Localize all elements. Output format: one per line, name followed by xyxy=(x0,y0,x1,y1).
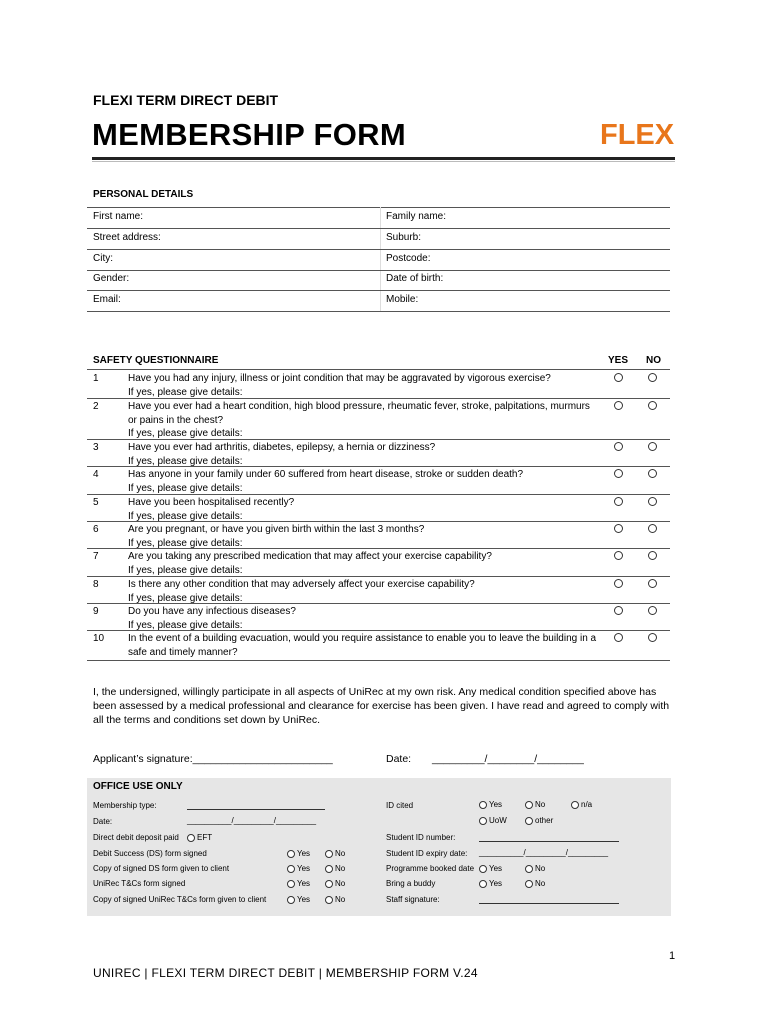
id-cited-no-radio[interactable] xyxy=(525,801,533,809)
student-id-field[interactable] xyxy=(479,841,619,842)
question-text-block xyxy=(128,496,598,523)
question-number: 10 xyxy=(93,633,105,644)
question-number: 1 xyxy=(93,373,99,384)
copy-ds-label: Copy of signed DS form given to client xyxy=(93,864,230,873)
student-expiry-label: Student ID expiry date: xyxy=(386,849,468,858)
uow-label: UoW xyxy=(489,816,507,825)
question-details-prompt[interactable]: If yes, please give details: xyxy=(128,564,243,576)
staff-signature-field[interactable] xyxy=(479,903,619,904)
no-radio[interactable] xyxy=(648,579,657,588)
question-number: 4 xyxy=(93,469,99,480)
question-row xyxy=(87,548,670,577)
other-label: other xyxy=(535,816,554,825)
question-row xyxy=(87,603,670,631)
office-use-panel xyxy=(87,778,671,916)
date-field[interactable]: __________/_________/_________ xyxy=(187,816,317,825)
question-row xyxy=(87,521,670,549)
personal-row[interactable] xyxy=(87,291,670,312)
signature-date-label: Date: xyxy=(386,753,412,765)
personal-row[interactable] xyxy=(87,229,670,250)
buddy-yes-radio[interactable] xyxy=(479,880,487,888)
id-cited-label: ID cited xyxy=(386,801,414,810)
question-row xyxy=(87,439,670,467)
question-number: 9 xyxy=(93,606,99,617)
question-text: Have you had any injury, illness or joint condition that may be aggravated by vigorous exercise? xyxy=(128,373,551,384)
no-radio[interactable] xyxy=(648,524,657,533)
question-details-prompt[interactable]: If yes, please give details: xyxy=(128,537,243,549)
gender-label: Gender: xyxy=(93,273,130,284)
title-rule xyxy=(92,157,675,160)
programme-no-radio[interactable] xyxy=(525,865,533,873)
yes-label: Yes xyxy=(297,879,311,888)
no-radio[interactable] xyxy=(648,442,657,451)
question-text-block xyxy=(128,605,598,632)
other-radio[interactable] xyxy=(525,817,533,825)
yes-radio[interactable] xyxy=(614,606,623,615)
no-label: No xyxy=(335,895,346,904)
question-details-prompt[interactable]: If yes, please give details: xyxy=(128,455,243,467)
city-label: City: xyxy=(93,253,113,264)
form-title: MEMBERSHIP FORM xyxy=(92,117,406,152)
question-text: Is there any other condition that may adversely affect your exercise capability? xyxy=(128,579,475,590)
yes-label: Yes xyxy=(489,879,503,888)
question-number: 3 xyxy=(93,442,99,453)
personal-row[interactable] xyxy=(87,270,670,291)
direct-debit-label: Direct debit deposit paid xyxy=(93,833,179,842)
no-label: No xyxy=(335,864,346,873)
family-name-label: Family name: xyxy=(386,211,447,222)
membership-type-label: Membership type: xyxy=(93,801,157,810)
personal-row[interactable] xyxy=(87,208,670,229)
question-text: Are you taking any prescribed medication that may affect your exercise capability? xyxy=(128,551,492,562)
office-use-heading: OFFICE USE ONLY xyxy=(93,781,183,792)
safety-questionnaire-heading: SAFETY QUESTIONNAIRE xyxy=(93,355,219,366)
question-text-block xyxy=(128,550,598,577)
question-details-prompt[interactable]: If yes, please give details: xyxy=(128,592,243,604)
no-radio[interactable] xyxy=(648,373,657,382)
copy-tcs-no-radio[interactable] xyxy=(325,896,333,904)
yes-label: Yes xyxy=(297,849,311,858)
copy-tcs-yes-radio[interactable] xyxy=(287,896,295,904)
yes-label: Yes xyxy=(489,864,503,873)
title-rule-shadow xyxy=(92,161,675,162)
question-row xyxy=(87,398,670,440)
question-details-prompt[interactable]: If yes, please give details: xyxy=(128,510,243,522)
eft-radio[interactable] xyxy=(187,834,195,842)
no-label: No xyxy=(535,864,546,873)
question-number: 5 xyxy=(93,497,99,508)
no-radio[interactable] xyxy=(648,606,657,615)
eft-label: EFT xyxy=(197,833,213,842)
no-label: No xyxy=(335,879,346,888)
postcode-label: Postcode: xyxy=(386,253,431,264)
question-row xyxy=(87,370,670,399)
yes-column-heading: YES xyxy=(608,355,629,366)
question-text-block xyxy=(128,468,598,495)
no-radio[interactable] xyxy=(648,633,657,642)
question-details-prompt[interactable]: If yes, please give details: xyxy=(128,482,243,494)
email-label: Email: xyxy=(93,294,121,305)
street-address-label: Street address: xyxy=(93,232,161,243)
question-number: 7 xyxy=(93,551,99,562)
page-footer: UNIREC | FLEXI TERM DIRECT DEBIT | MEMBERSHIP FORM V.24 xyxy=(93,966,478,980)
question-text-block xyxy=(128,400,598,441)
yes-radio[interactable] xyxy=(614,469,623,478)
student-id-label: Student ID number: xyxy=(386,833,456,842)
question-number: 6 xyxy=(93,524,99,535)
programme-yes-radio[interactable] xyxy=(479,865,487,873)
yes-label: Yes xyxy=(489,800,503,809)
question-number: 8 xyxy=(93,579,99,590)
no-label: No xyxy=(335,849,346,858)
debit-success-no-radio[interactable] xyxy=(325,850,333,858)
question-text: Have you been hospitalised recently? xyxy=(128,497,295,508)
question-details-prompt[interactable]: If yes, please give details: xyxy=(128,619,243,631)
question-text: Has anyone in your family under 60 suffered from heart disease, stroke or sudden death? xyxy=(128,469,524,480)
form-subtitle: FLEXI TERM DIRECT DEBIT xyxy=(93,92,279,108)
personal-details-heading: PERSONAL DETAILS xyxy=(93,189,194,200)
debit-success-yes-radio[interactable] xyxy=(287,850,295,858)
bring-buddy-label: Bring a buddy xyxy=(386,879,436,888)
student-expiry-field[interactable]: __________/_________/_________ xyxy=(479,848,609,857)
first-name-label: First name: xyxy=(93,211,144,222)
yes-radio[interactable] xyxy=(614,551,623,560)
debit-success-label: Debit Success (DS) form signed xyxy=(93,849,207,858)
no-column-heading: NO xyxy=(646,355,661,366)
copy-ds-yes-radio[interactable] xyxy=(287,865,295,873)
tcs-signed-yes-radio[interactable] xyxy=(287,880,295,888)
no-radio[interactable] xyxy=(648,497,657,506)
no-radio[interactable] xyxy=(648,469,657,478)
mobile-label: Mobile: xyxy=(386,294,419,305)
suburb-label: Suburb: xyxy=(386,232,422,243)
yes-radio[interactable] xyxy=(614,524,623,533)
question-row xyxy=(87,576,670,604)
question-text-block xyxy=(128,578,598,605)
question-text-block xyxy=(128,372,598,399)
question-details-prompt[interactable]: If yes, please give details: xyxy=(128,428,243,439)
page-number: 1 xyxy=(669,950,676,962)
id-cited-yes-radio[interactable] xyxy=(479,801,487,809)
na-label: n/a xyxy=(581,800,593,809)
yes-radio[interactable] xyxy=(614,579,623,588)
tcs-signed-label: UniRec T&Cs form signed xyxy=(93,879,186,888)
question-text: In the event of a building evacuation, would you require assistance to enable you to leave the building in a safe and timely manner? xyxy=(128,633,597,658)
flex-logo: FLEX xyxy=(600,119,675,151)
signature-date-field[interactable]: _________/________/________ xyxy=(432,753,584,765)
staff-signature-label: Staff signature: xyxy=(386,895,440,904)
no-label: No xyxy=(535,800,546,809)
date-label: Date: xyxy=(93,817,113,826)
yes-label: Yes xyxy=(297,864,311,873)
buddy-no-radio[interactable] xyxy=(525,880,533,888)
yes-radio[interactable] xyxy=(614,497,623,506)
applicant-signature-field[interactable]: Applicant’s signature:________________________ xyxy=(93,753,333,765)
uow-radio[interactable] xyxy=(479,817,487,825)
yes-label: Yes xyxy=(297,895,311,904)
no-radio[interactable] xyxy=(648,401,657,410)
date-of-birth-label: Date of birth: xyxy=(386,273,444,284)
yes-radio[interactable] xyxy=(614,442,623,451)
question-text-block xyxy=(128,632,598,659)
programme-booked-label: Programme booked date xyxy=(386,864,475,873)
question-number: 2 xyxy=(93,401,99,412)
question-text: Are you pregnant, or have you given birth within the last 3 months? xyxy=(128,524,425,535)
question-text: Have you ever had a heart condition, high blood pressure, rheumatic fever, stroke, palpitations, murmurs or pains in the chest? xyxy=(128,401,590,426)
tcs-signed-no-radio[interactable] xyxy=(325,880,333,888)
declaration-text: I, the undersigned, willingly participate in all aspects of UniRec at my own risk. Any medical condition specified above has been assessed by a medical professional and clearance for exercise has been given. I have read and agreed to comply with all the terms and conditions set down by UniRec. xyxy=(93,686,670,726)
copy-tcs-label: Copy of signed UniRec T&Cs form given to client xyxy=(93,895,267,904)
copy-ds-no-radio[interactable] xyxy=(325,865,333,873)
question-details-prompt[interactable]: If yes, please give details: xyxy=(128,386,243,398)
question-text: Do you have any infectious diseases? xyxy=(128,606,296,617)
id-cited-na-radio[interactable] xyxy=(571,801,579,809)
question-row xyxy=(87,466,670,495)
question-text-block xyxy=(128,441,598,468)
personal-row[interactable] xyxy=(87,250,670,271)
no-label: No xyxy=(535,879,546,888)
question-text: Have you ever had arthritis, diabetes, epilepsy, a hernia or dizziness? xyxy=(128,442,436,453)
question-row xyxy=(87,494,670,522)
no-radio[interactable] xyxy=(648,551,657,560)
yes-radio[interactable] xyxy=(614,633,623,642)
yes-radio[interactable] xyxy=(614,373,623,382)
membership-type-field[interactable] xyxy=(187,809,325,810)
yes-radio[interactable] xyxy=(614,401,623,410)
question-row xyxy=(87,630,670,661)
question-text-block xyxy=(128,523,598,550)
